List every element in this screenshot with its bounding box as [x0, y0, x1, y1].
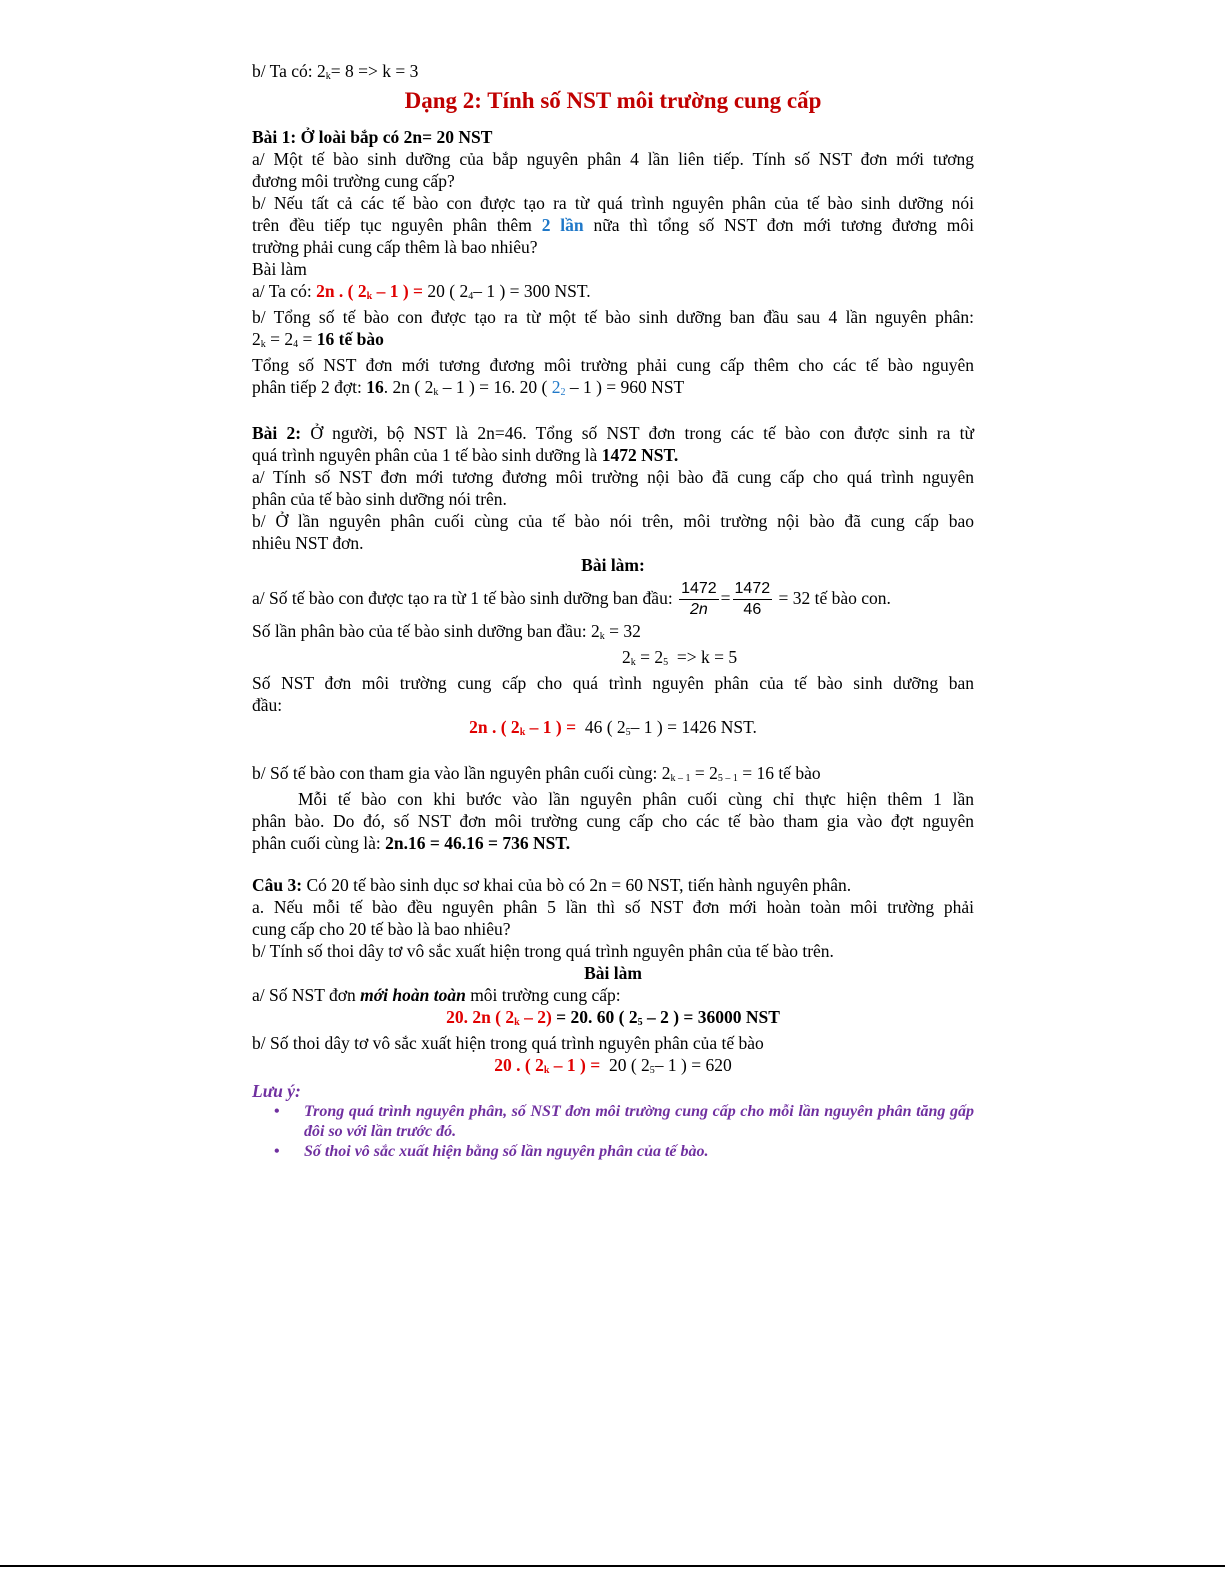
bai1-answer-b-line2: 2k = 24 = 16 tế bào [252, 329, 384, 350]
highlight-2-lan: 2 lần [541, 215, 584, 235]
bai2-question-a-line1: a/ Tính số NST đơn mới tương đương môi trường nội bào đã cung cấp cho quá trình nguyên [252, 467, 974, 487]
bai2-answer-a-line2: Số lần phân bào của tế bào sinh dưỡng ban đầu: 2k = 32 [252, 621, 641, 642]
text: b/ Ta có: 2 [252, 61, 326, 81]
bai2-question-a-line2: phân của tế bào sinh dưỡng nói trên. [252, 489, 507, 509]
bai1-question-b-line2: trên đều tiếp tục nguyên phân thêm 2 lần nữa thì tổng số NST đơn mới tương đương môi [252, 215, 975, 235]
bai2-answer-a-line5: đầu: [252, 695, 283, 715]
bai1-question-b-line3: trường phải cung cấp thêm là bao nhiêu? [252, 237, 538, 257]
bai2-answer-a-line1: a/ Số tế bào con được tạo ra từ 1 tế bào sinh dưỡng ban đầu: $\frac{1472}{2n}$ = $\frac{1472}{46}$ = 32 tế bào con. [252, 580, 891, 619]
bai1-question-b-line1: b/ Nếu tất cả các tế bào con được tạo ra từ quá trình nguyên phân của tế bào sinh dưỡng nói [252, 193, 974, 213]
cau3-question-b: b/ Tính số thoi dây tơ vô sắc xuất hiện trong quá trình nguyên phân của tế bào trên. [252, 941, 834, 961]
previous-answer-line [252, 60, 974, 86]
bai1-answer-b-line1: b/ Tổng số tế bào con được tạo ra từ một tế bào sinh dưỡng ban đầu sau 4 lần nguyên phân: [252, 307, 974, 327]
bai2-answer-a-line4: Số NST đơn môi trường cung cấp cho quá trình nguyên phân của tế bào sinh dưỡng ban [252, 673, 974, 693]
section-title: Dạng 2: Tính số NST môi trường cung cấp [404, 88, 822, 113]
bai2-question-line1: Bài 2: Ở người, bộ NST là 2n=46. Tổng số NST đơn trong các tế bào con được sinh ra từ [252, 423, 974, 443]
cau3-formula-b: 20 . ( 2k – 1 ) = 20 ( 25– 1 ) = 620 [494, 1055, 732, 1076]
cau3-question-a-line1: a. Nếu mỗi tế bào đều nguyên phân 5 lần thì số NST đơn mới hoàn toàn môi trường phải [252, 897, 974, 917]
note-item: • Số thoi vô sắc xuất hiện bằng số lần nguyên phân của tế bào. [274, 1143, 709, 1160]
bai2-answer-b-line4: phân cuối cùng là: 2n.16 = 46.16 = 736 NST. [252, 833, 571, 853]
bai2-question-line2: quá trình nguyên phân của 1 tế bào sinh dưỡng là 1472 NST. [252, 445, 679, 465]
note-list [252, 1102, 974, 1162]
text: = 8 => k = 3 [330, 61, 419, 81]
bai1-question-a-line2: đương môi trường cung cấp? [252, 171, 455, 191]
cau3-bai-lam: Bài làm [584, 963, 642, 983]
fraction-1: $\frac{1472}{2n}$ [681, 580, 717, 619]
bai2-answer-b-line2: Mỗi tế bào con khi bước vào lần nguyên phân cuối cùng chỉ thực hiện thêm 1 lần [298, 789, 974, 809]
cau3-formula-a: 20. 2n ( 2k – 2) = 20. 60 ( 25 – 2 ) = 36000 NST [446, 1007, 780, 1028]
bai2-question-b-line1: b/ Ở lần nguyên phân cuối cùng của tế bào nói trên, môi trường nội bào đã cung cấp bao [252, 511, 974, 531]
bai2-answer-b-line3: phân bào. Do đó, số NST đơn môi trường cung cấp cho các tế bào tham gia vào đợt nguyên [252, 811, 974, 831]
bai2-question-b-line2: nhiêu NST đơn. [252, 533, 364, 553]
note-item: • Trong quá trình nguyên phân, số NST đơn môi trường cung cấp cho mỗi lần nguyên phân tăng gấp đôi so với lần trước đó. [274, 1103, 974, 1140]
cau3-answer-a-line1: a/ Số NST đơn mới hoàn toàn môi trường cung cấp: [252, 985, 621, 1005]
subscript: k [325, 71, 331, 82]
bai1-bai-lam: Bài làm [252, 259, 307, 279]
cau3-answer-b-line1: b/ Số thoi dây tơ vô sắc xuất hiện trong quá trình nguyên phân của tế bào [252, 1033, 764, 1053]
bai1-question-a-line1: a/ Một tế bào sinh dưỡng của bắp nguyên phân 4 lần liên tiếp. Tính số NST đơn mới tương [252, 149, 974, 169]
bai1-answer-a: a/ Ta có: 2n . ( 2k – 1 ) = 20 ( 24– 1 ) = 300 NST. [252, 281, 591, 302]
note-title: Lưu ý: [252, 1081, 301, 1101]
document-page [252, 60, 974, 1162]
bai2-answer-a-line3: 2k = 25 => k = 5 [622, 647, 738, 668]
bai1-answer-b-line4: phân tiếp 2 đợt: 16. 2n ( 2k – 1 ) = 16. 20 ( 22 – 1 ) = 960 NST [252, 377, 685, 398]
cau3-question-line1: Câu 3: Có 20 tế bào sinh dục sơ khai của bò có 2n = 60 NST, tiến hành nguyên phân. [252, 875, 852, 895]
bai1-answer-b-line3: Tổng số NST đơn mới tương đương môi trường phải cung cấp thêm cho các tế bào nguyên [252, 355, 974, 375]
page-bottom-rule [0, 1565, 1225, 1567]
bai2-answer-b-line1: b/ Số tế bào con tham gia vào lần nguyên phân cuối cùng: 2k – 1 = 25 – 1 = 16 tế bào [252, 763, 821, 784]
fraction-2: $\frac{1472}{46}$ [734, 580, 771, 619]
bai2-bai-lam: Bài làm: [581, 555, 645, 575]
bai1-heading: Bài 1: Ở loài bắp có 2n= 20 NST [252, 127, 493, 147]
bai2-formula: 2n . ( 2k – 1 ) = 46 ( 25– 1 ) = 1426 NST. [469, 717, 757, 738]
cau3-question-a-line2: cung cấp cho 20 tế bào là bao nhiêu? [252, 919, 511, 939]
